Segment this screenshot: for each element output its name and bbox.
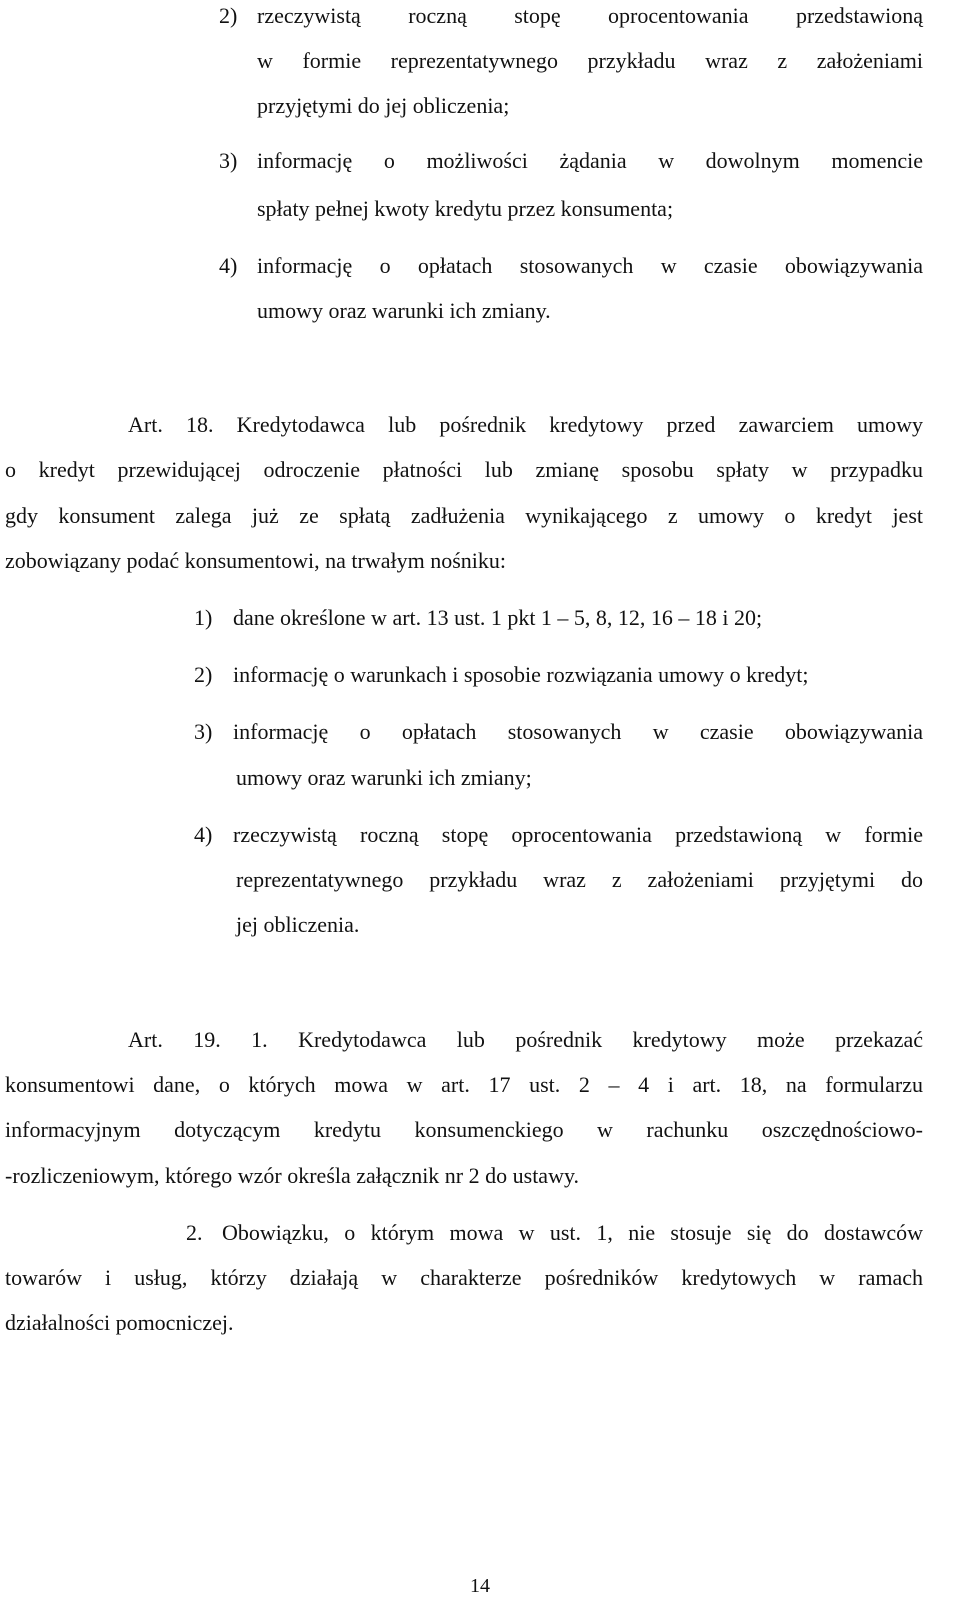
paragraph-line: gdy konsument zalega już ze spłatą zadłużenia wynikającego z umowy o kredyt jest xyxy=(5,503,923,528)
list-item-text: jej obliczenia. xyxy=(236,912,360,937)
list-item-text: umowy oraz warunki ich zmiany. xyxy=(257,298,551,323)
paragraph-line: konsumentowi dane, o których mowa w art. 17 ust. 2 – 4 i art. 18, na formularzu xyxy=(5,1072,923,1097)
list-item-text: dane określone w art. 13 ust. 1 pkt 1 – 5, 8, 12, 16 – 18 i 20; xyxy=(233,605,763,630)
paragraph-line: o kredyt przewidującej odroczenie płatności lub zmianę sposobu spłaty w przypadku xyxy=(5,457,923,482)
list-number: 2) xyxy=(219,3,238,28)
paragraph-number: 2. xyxy=(186,1220,203,1245)
list-number: 4) xyxy=(219,253,238,278)
list-number: 3) xyxy=(219,148,238,173)
paragraph-line: działalności pomocniczej. xyxy=(5,1310,234,1335)
paragraph-line: zobowiązany podać konsumentowi, na trwałym nośniku: xyxy=(5,548,507,573)
paragraph-line: Obowiązku, o którym mowa w ust. 1, nie stosuje się do dostawców xyxy=(222,1220,923,1245)
page-number: 14 xyxy=(470,1575,490,1597)
list-item-text: informację o możliwości żądania w dowolnym momencie xyxy=(257,148,923,173)
list-item-text: spłaty pełnej kwoty kredytu przez konsumenta; xyxy=(257,196,674,221)
list-item-text: informację o warunkach i sposobie rozwiązania umowy o kredyt; xyxy=(233,662,809,687)
list-item-text: informację o opłatach stosowanych w czasie obowiązywania xyxy=(233,719,923,744)
list-item-text: umowy oraz warunki ich zmiany; xyxy=(236,765,532,790)
list-number: 3) xyxy=(194,719,213,744)
paragraph-line: towarów i usług, którzy działają w charakterze pośredników kredytowych w ramach xyxy=(5,1265,923,1290)
paragraph-line: informacyjnym dotyczącym kredytu konsumenckiego w rachunku oszczędnościowo- xyxy=(5,1117,923,1142)
list-item-text: reprezentatywnego przykładu wraz z założeniami przyjętymi do xyxy=(236,867,923,892)
paragraph-line: Art. 18. Kredytodawca lub pośrednik kredytowy przed zawarciem umowy xyxy=(128,412,923,437)
list-item-text: przyjętymi do jej obliczenia; xyxy=(257,93,510,118)
paragraph-line: Art. 19. 1. Kredytodawca lub pośrednik kredytowy może przekazać xyxy=(128,1027,923,1052)
list-number: 2) xyxy=(194,662,213,687)
list-number: 1) xyxy=(194,605,213,630)
paragraph-line: -rozliczeniowym, którego wzór określa załącznik nr 2 do ustawy. xyxy=(5,1163,580,1188)
list-item-text: w formie reprezentatywnego przykładu wraz z założeniami xyxy=(257,48,923,73)
list-item-text: rzeczywistą roczną stopę oprocentowania przedstawioną xyxy=(257,3,923,28)
list-item-text: rzeczywistą roczną stopę oprocentowania przedstawioną w formie xyxy=(233,822,923,847)
list-item-text: informację o opłatach stosowanych w czasie obowiązywania xyxy=(257,253,923,278)
list-number: 4) xyxy=(194,822,213,847)
